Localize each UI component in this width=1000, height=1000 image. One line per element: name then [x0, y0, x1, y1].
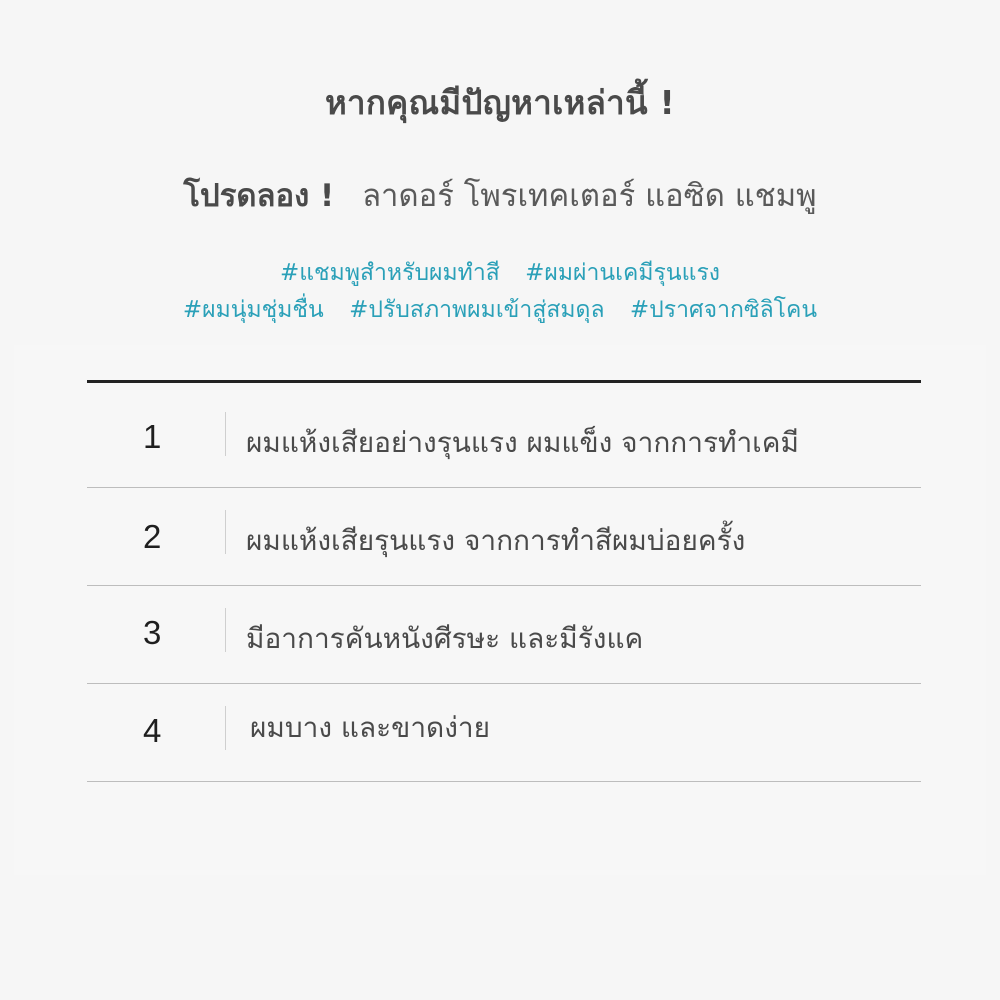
list-item [87, 586, 921, 684]
top-divider [87, 380, 921, 383]
hashtag: #ปราศจากซิลิโคน [629, 297, 818, 323]
hashtag-line-1 [0, 255, 1000, 291]
subtitle-try-label: โปรดลอง ! [183, 178, 335, 214]
item-separator [225, 412, 226, 456]
page-title: หากคุณมีปัญหาเหล่านี้ ! [324, 83, 676, 122]
item-number: 4 [143, 712, 162, 749]
item-number: 3 [143, 614, 162, 651]
list-item [87, 684, 921, 782]
item-number: 2 [143, 518, 162, 555]
hashtag: #ผมผ่านเคมีรุนแรง [525, 260, 721, 286]
item-number: 1 [143, 418, 162, 455]
hashtag: #ปรับสภาพผมเข้าสู่สมดุล [349, 297, 605, 323]
list-item [87, 390, 921, 488]
item-text: ผมแห้งเสียรุนแรง จากการทำสีผมบ่อยครั้ง [246, 524, 746, 557]
subtitle-product-name: ลาดอร์ โพรเทคเตอร์ แอซิด แชมพู [362, 178, 817, 214]
hashtag: #แชมพูสำหรับผมทำสี [279, 260, 500, 286]
problem-list [87, 390, 921, 782]
item-text: ผมบาง และขาดง่าย [250, 711, 491, 744]
hashtag: #ผมนุ่มชุ่มชื่น [182, 297, 324, 323]
item-separator [225, 706, 226, 750]
subtitle [0, 170, 1000, 220]
item-text: ผมแห้งเสียอย่างรุนแรง ผมแข็ง จากการทำเคมี [246, 426, 799, 459]
item-separator [225, 510, 226, 554]
list-item [87, 488, 921, 586]
hashtag-line-2 [0, 292, 1000, 328]
item-separator [225, 608, 226, 652]
item-text: มีอาการคันหนังศีรษะ และมีรังแค [246, 622, 644, 655]
